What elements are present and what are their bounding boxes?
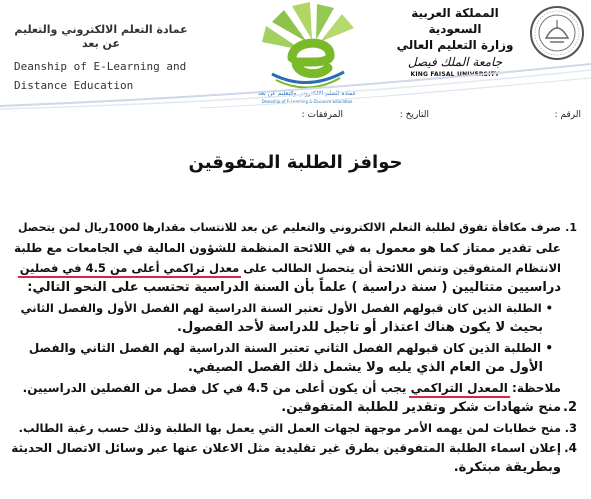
deanship-name-ar: عمادة التعلم الالكتروني والتعليم عن بعد [14,23,188,50]
item-2-number: 2. [563,400,577,415]
university-seal-icon [528,4,586,62]
bullet-1-line-1: • الطلبة الذين كان قبولهم الفصل الأول تعتبر السنة الدراسية لهم الفصل الأول والفصل الثاني [20,301,553,315]
item-2-text: منح شهادات شكر وتقدير للطلبة المتفوقين. [281,400,561,415]
bullet-2-line-1: • الطلبة الذين كان قبولهم الفصل الثاني تعتبر السنة الدراسية لهم الفصل الثاني والفصل [28,341,553,355]
item-1-number: 1. [565,221,577,234]
deanship-name-en-line2: Distance Education [14,79,134,92]
document-title: حوافز الطلبة المتفوقين [188,152,403,173]
attachments-label: المرفقات : [301,110,343,120]
date-label: التاريخ : [399,110,429,120]
university-name-ar: جامعة الملك فيصل [407,55,503,69]
item-1-text-3a: الانتظام المتفوقين وتنص اللائحة أن يتحصل الطالب على [243,261,561,275]
item-4-text-1: إعلان اسماء الطلبة المتفوقين بطرق غير تقليدية مثل الاعلان عنها عبر وسائل الاتصال الحديثة [11,441,561,455]
item-4-line-2: وبطريقة مبتكرة. [453,460,561,475]
logo-caption-ar: عمادة التعلم الالكتروني والتعليم عن بعد [257,90,357,97]
item-1-text-1: صرف مكافأة تفوق لطلبة التعلم الالكتروني والتعليم عن بعد للانتساب مقدارها 1000ريال لمن يتحصل [17,221,561,234]
reference-row [21,110,581,124]
item-3-text: منح خطابات لمن يهمه الأمر موجهة لجهات العمل التي يعمل بها الطلبة وذلك حسب رغبة الطالب. [18,421,561,435]
item-4-line-1 [11,438,577,458]
deanship-name-en-line1: Deanship of E-Learning and [14,60,187,73]
item-4-number: 4. [564,441,577,455]
logo-caption-en: Deanship of E-Learning & Distance Education [261,99,353,104]
ministry-name: وزارة التعليم العالي [396,38,514,52]
note-text: يجب أن يكون أعلى من 4.5 في كل فصل من الفصلين الدراسيين. [22,381,407,395]
university-name-en: KING FAISAL UNIVERSITY [410,71,500,78]
bullet-1-line-2: بحيث لا يكون هناك اعتذار أو تاجيل للدراسة لأحد الفصول. [177,320,543,335]
item-3 [11,418,577,438]
gpa-highlight: معدل تراكمي أعلى من 4.5 في فصلين [20,258,239,278]
item-3-number: 3. [564,421,577,435]
item-2 [11,398,577,418]
item-1-line-4: دراسيين متتاليين ( سنة دراسية ) علماً بأن السنة الدراسية تحتسب على النحو التالي: [27,280,561,295]
note-line [11,378,577,398]
item-1-line-3 [11,258,577,278]
kingdom-name: المملكة العربية السعودية [411,6,499,36]
item-1-line-1 [11,218,577,238]
document-body [11,218,577,478]
note-label: ملاحظة: [512,381,561,395]
bullet-2-line-2: الأول من العام الذي يليه ولا يشمل ذلك الفصل الصيفي. [187,360,543,375]
cumulative-gpa-highlight: المعدل التراكمي [411,378,508,398]
header-swoosh [0,60,591,110]
ref-number-label: الرقم : [554,110,581,120]
item-1-line-2: على تقدير ممتاز كما هو معمول به في اللائحة المنظمة للشؤون المالية في الجامعات مع طلبة [13,241,561,255]
